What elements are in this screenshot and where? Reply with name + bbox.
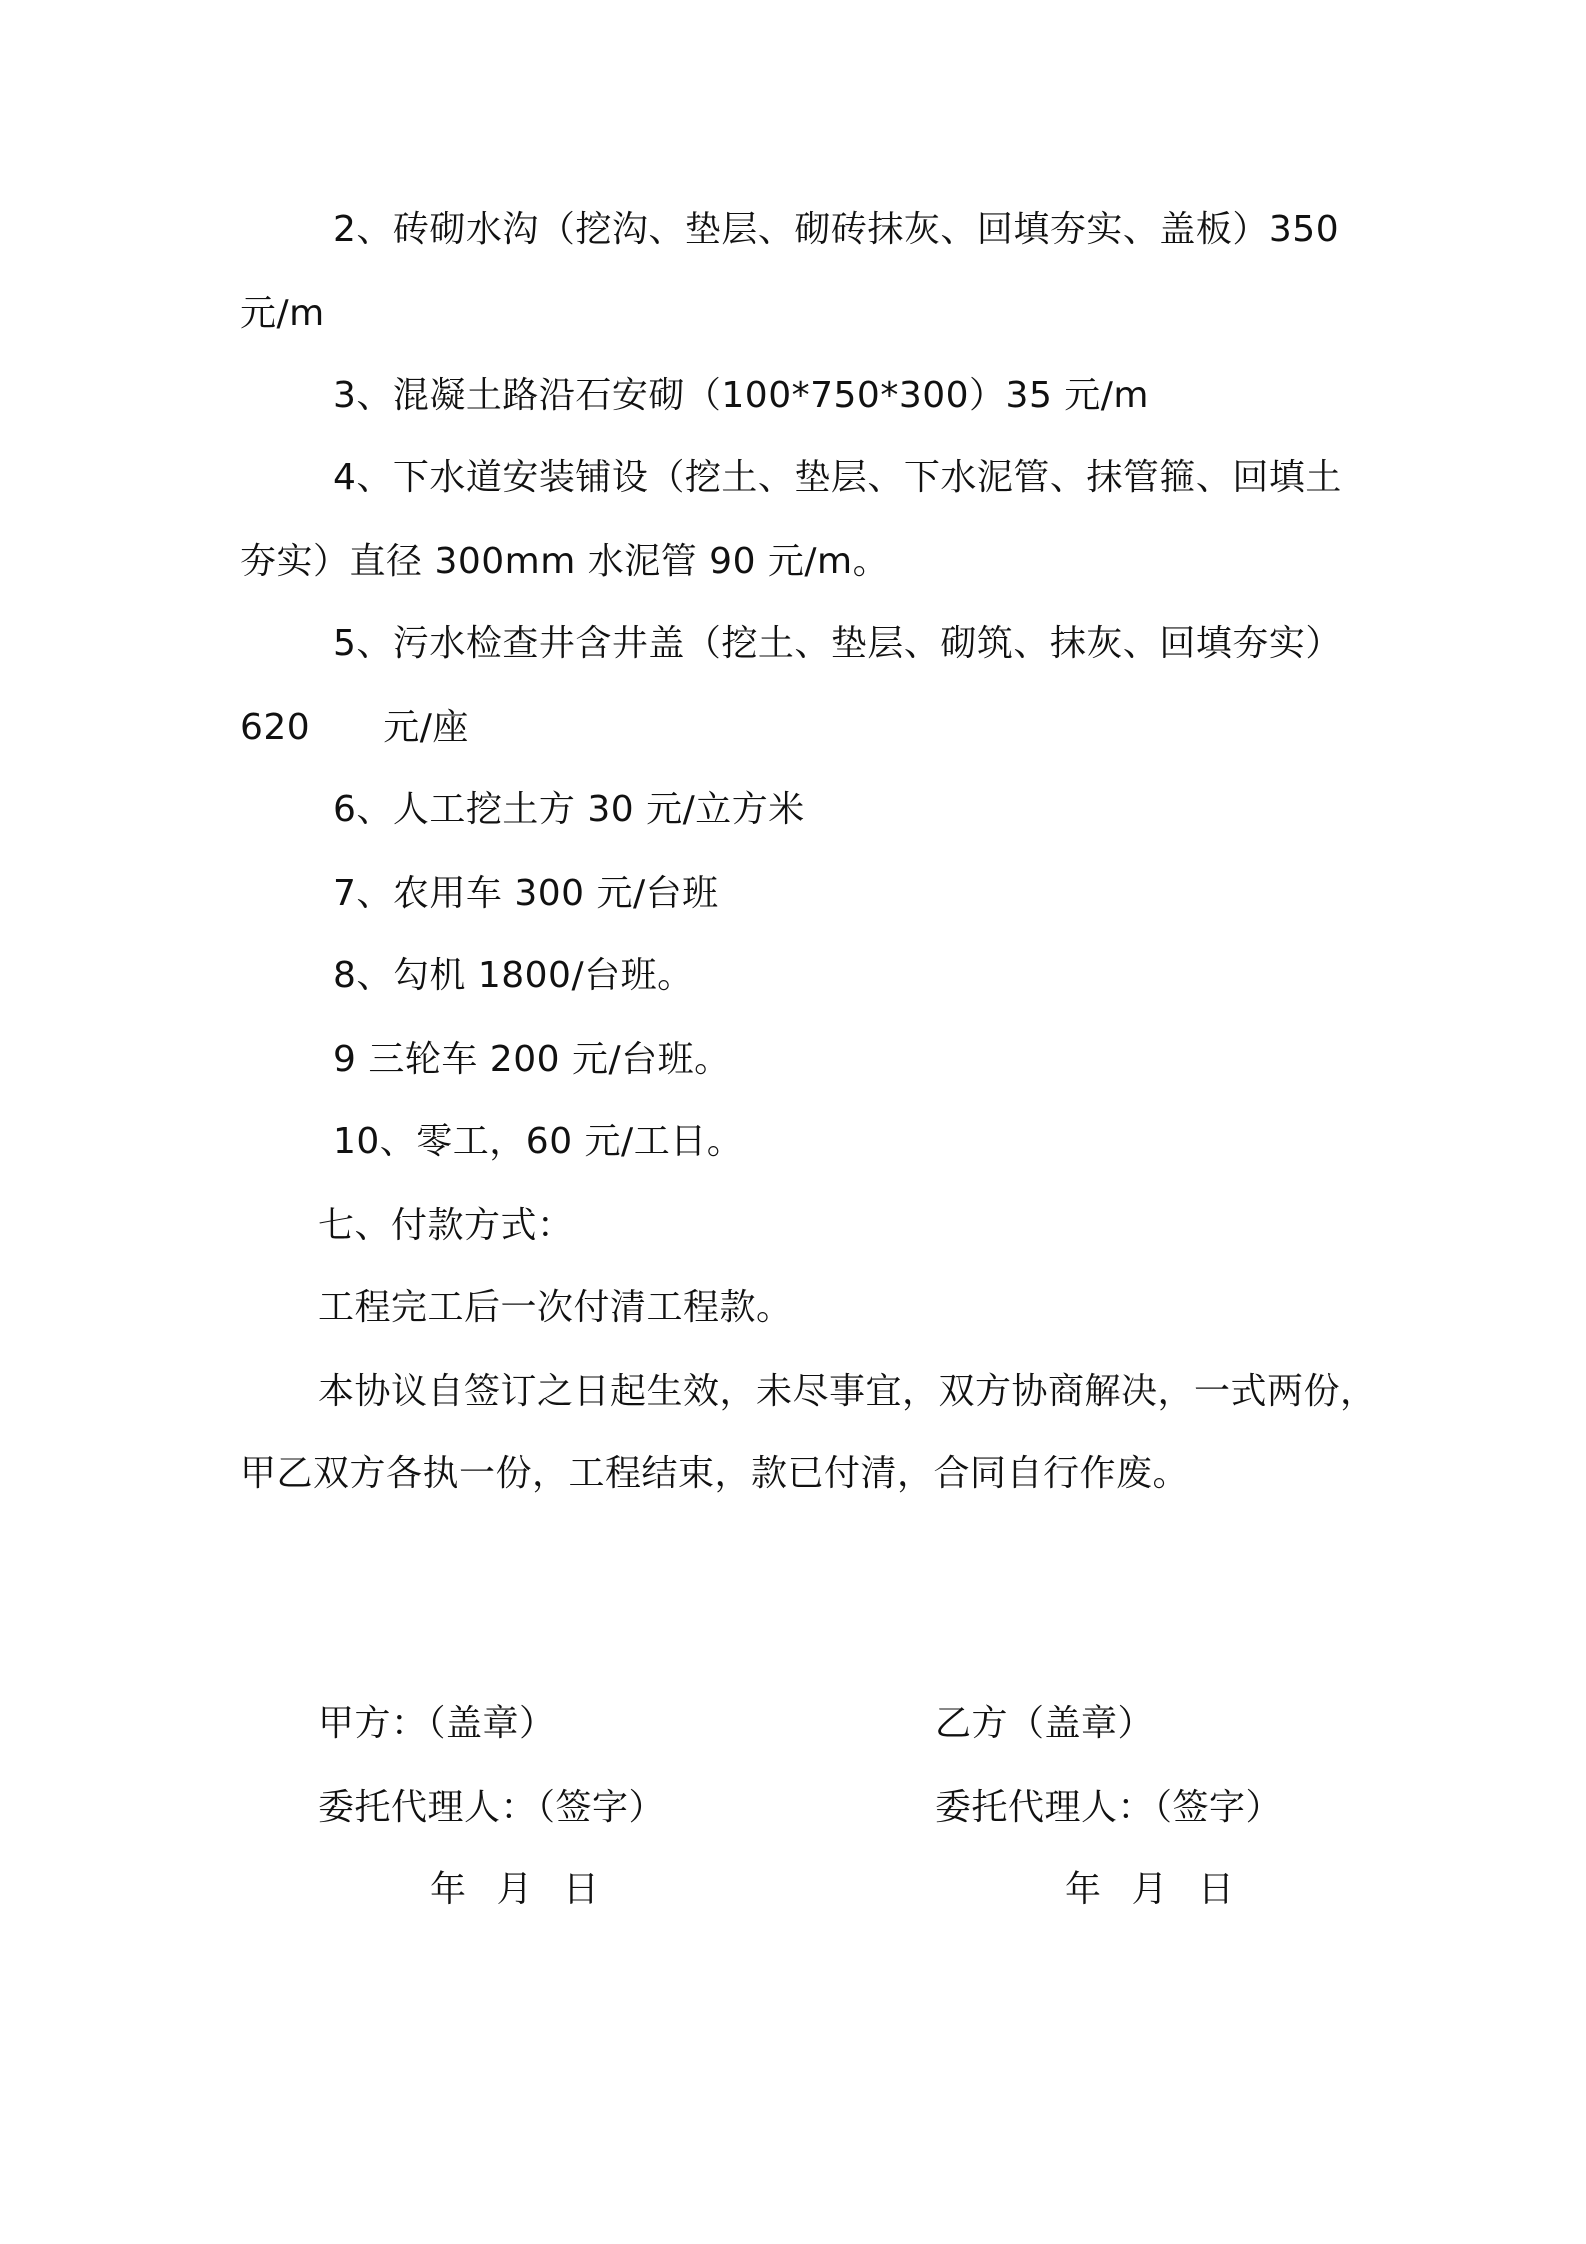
party-a-date [430,1868,600,1912]
item-2-line-1: 2、砖砌水沟（挖沟、垫层、砌砖抹灰、回填夯实、盖板）350 [333,209,1340,250]
item-3-line-1: 3、混凝土路沿石安砌（100*750*300）35 元/m [333,375,1149,416]
party-b-agent: 委托代理人：（签字） [935,1787,1283,1828]
date-month: 月 [496,1869,534,1910]
party-a-seal: 甲方：（盖章） [318,1703,556,1744]
item-2-line-2: 元/m [240,293,325,334]
item-7: 7、农用车 300 元/台班 [333,873,719,914]
item-6: 6、人工挖土方 30 元/立方米 [333,789,805,830]
date-day: 日 [1198,1869,1235,1910]
item-5-line-2: 620 元/座 [240,707,469,748]
item-8: 8、勾机 1800/台班。 [333,955,694,996]
item-4-line-2: 夯实）直径 300mm 水泥管 90 元/m。 [240,541,890,582]
payment-text: 工程完工后一次付清工程款。 [318,1287,793,1328]
agreement-line-2: 甲乙双方各执一份，工程结束，款已付清，合同自行作废。 [240,1453,1190,1494]
agreement-line-1: 本协议自签订之日起生效，未尽事宜，双方协商解决，一式两份， [318,1371,1377,1412]
item-5-line-1: 5、污水检查井含井盖（挖土、垫层、砌筑、抹灰、回填夯实） [333,623,1342,664]
party-a-agent: 委托代理人：（签字） [318,1787,666,1828]
item-4-line-1: 4、下水道安装铺设（挖土、垫层、下水泥管、抹管箍、回填土 [333,457,1342,498]
date-month: 月 [1131,1869,1169,1910]
party-b-date [1065,1868,1235,1912]
item-10: 10、零工，60 元/工日。 [333,1121,744,1162]
party-b-seal: 乙方（盖章） [935,1703,1155,1744]
date-day: 日 [563,1869,600,1910]
date-year: 年 [430,1869,467,1910]
payment-heading: 七、付款方式： [318,1205,574,1246]
item-9: 9 三轮车 200 元/台班。 [333,1039,731,1080]
date-year: 年 [1065,1869,1102,1910]
